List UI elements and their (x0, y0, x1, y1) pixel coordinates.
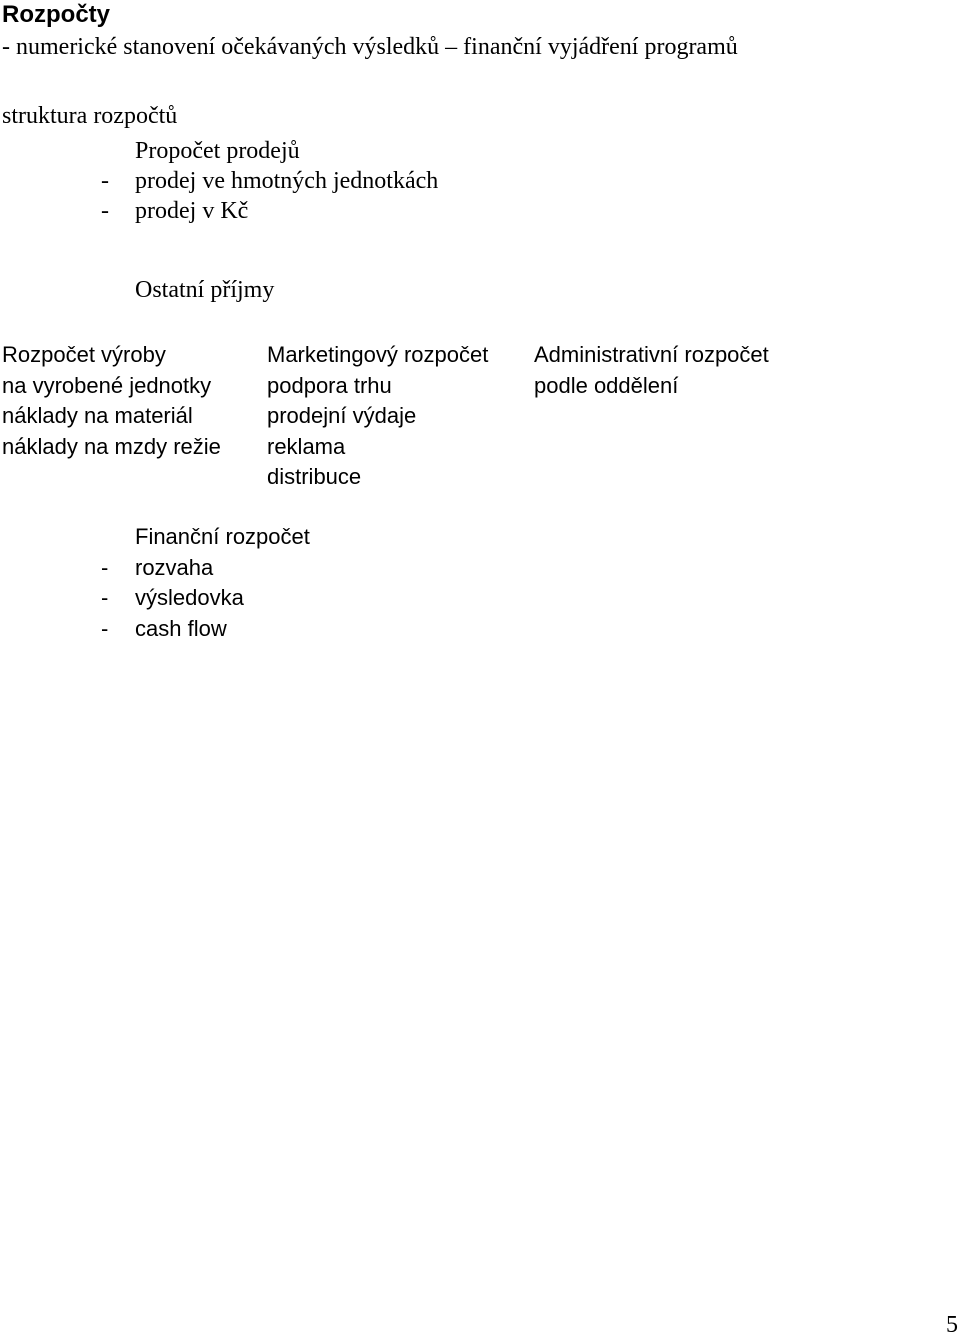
administrative-budget-title: Administrativní rozpočet (534, 342, 769, 367)
financial-budget-block (101, 522, 310, 644)
financial-budget-title: Finanční rozpočet (135, 524, 310, 549)
list-item: na vyrobené jednotky (2, 372, 212, 398)
marketing-budget-column (267, 340, 488, 493)
list-item: distribuce (267, 464, 362, 489)
sales-forecast-list (101, 166, 438, 226)
marketing-budget-title: Marketingový rozpočet (267, 342, 489, 367)
administrative-budget-column (534, 340, 769, 401)
sales-forecast-title: Propočet prodejů (135, 138, 300, 164)
list-item: podle oddělení (534, 372, 679, 398)
page-number: 5 (946, 1312, 958, 1338)
other-income-heading: Ostatní příjmy (135, 277, 275, 303)
list-item: - prodej ve hmotných jednotkách (101, 166, 438, 196)
page-title: Rozpočty (2, 1, 110, 28)
list-item: prodejní výdaje (267, 403, 417, 428)
list-item: - výsledovka (101, 583, 310, 614)
structure-heading: struktura rozpočtů (2, 103, 178, 129)
production-budget-title: Rozpočet výroby (2, 342, 166, 367)
list-item: náklady na materiál (2, 403, 193, 428)
list-item: - cash flow (101, 614, 310, 645)
list-item: - prodej v Kč (101, 196, 438, 226)
sales-forecast-block (101, 136, 438, 226)
list-item: podpora trhu (267, 372, 392, 398)
financial-budget-list (101, 553, 310, 645)
list-item: reklama (267, 433, 346, 459)
list-item: náklady na mzdy režie (2, 433, 221, 459)
list-item: - rozvaha (101, 553, 310, 584)
production-budget-column (2, 340, 221, 462)
subtitle: - numerické stanovení očekávaných výsledků – finanční vyjádření programů (2, 34, 738, 60)
